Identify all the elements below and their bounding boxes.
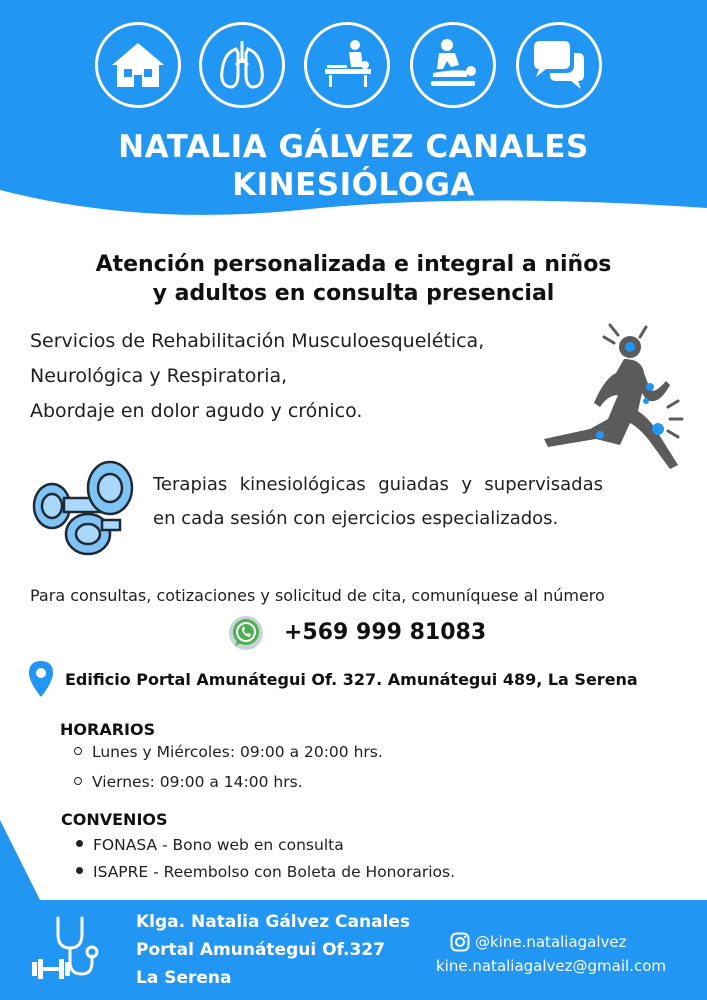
agreement-item-text: FONASA - Bono web en consulta xyxy=(93,836,344,854)
massage-icon xyxy=(410,22,496,108)
circle-bullet-icon xyxy=(74,747,82,755)
footer-contact-block xyxy=(136,908,410,992)
whatsapp-icon[interactable] xyxy=(227,614,265,652)
services-line: Abordaje en dolor agudo y crónico. xyxy=(30,400,363,422)
lungs-icon xyxy=(199,22,285,108)
footer-name: Klga. Natalia Gálvez Canales xyxy=(136,912,411,932)
location-pin-icon xyxy=(28,660,54,698)
contact-note: Para consultas, cotizaciones y solicitud de cita, comuníquese al número xyxy=(30,586,605,605)
tagline-line: Atención personalizada e integral a niños xyxy=(95,252,612,277)
therapy-table-icon xyxy=(304,22,390,108)
services-line: Neurológica y Respiratoria, xyxy=(30,365,288,387)
therapy-text: Terapias kinesiológicas guiadas y supervisadas en cada sesión con ejercicios especializados. xyxy=(153,474,603,529)
profession-heading: KINESIÓLOGA xyxy=(232,167,475,203)
agreement-item-text: ISAPRE - Reembolso con Boleta de Honorarios. xyxy=(93,863,456,881)
footer-city: La Serena xyxy=(136,968,232,988)
schedule-heading: HORARIOS xyxy=(60,720,156,739)
circle-bullet-icon xyxy=(74,777,82,785)
decorative-wedge xyxy=(0,820,70,910)
phone-number[interactable]: +569 999 81083 xyxy=(284,620,487,645)
instagram-icon[interactable] xyxy=(450,932,470,952)
tagline-line: y adultos en consulta presencial xyxy=(152,281,555,306)
schedule-item xyxy=(74,771,303,793)
email-address[interactable]: kine.nataliagalvez@gmail.com xyxy=(436,957,666,975)
tagline xyxy=(40,250,667,308)
stethoscope-dumbbell-icon xyxy=(30,914,102,984)
runner-pain-icon xyxy=(538,315,698,475)
agreement-item xyxy=(76,834,344,856)
professional-name xyxy=(0,128,707,204)
disc-bullet-icon xyxy=(76,840,83,847)
disc-bullet-icon xyxy=(76,867,83,874)
services-line: Servicios de Rehabilitación Musculoesquelética, xyxy=(30,330,485,352)
agreement-item xyxy=(76,861,455,883)
schedule-item xyxy=(74,741,383,763)
name-heading: NATALIA GÁLVEZ CANALES xyxy=(118,129,589,165)
schedule-item-text: Viernes: 09:00 a 14:00 hrs. xyxy=(92,773,303,791)
services-text xyxy=(30,324,550,429)
home-icon xyxy=(95,22,181,108)
agreements-heading: CONVENIOS xyxy=(61,810,168,829)
schedule-item-text: Lunes y Miércoles: 09:00 a 20:00 hrs. xyxy=(92,743,383,761)
dumbbells-icon xyxy=(30,458,138,558)
speech-bubbles-icon xyxy=(516,22,602,108)
instagram-handle[interactable]: @kine.nataliagalvez xyxy=(475,933,627,951)
address: Edificio Portal Amunátegui Of. 327. Amunátegui 489, La Serena xyxy=(65,670,638,689)
footer-office: Portal Amunátegui Of.327 xyxy=(136,940,385,960)
